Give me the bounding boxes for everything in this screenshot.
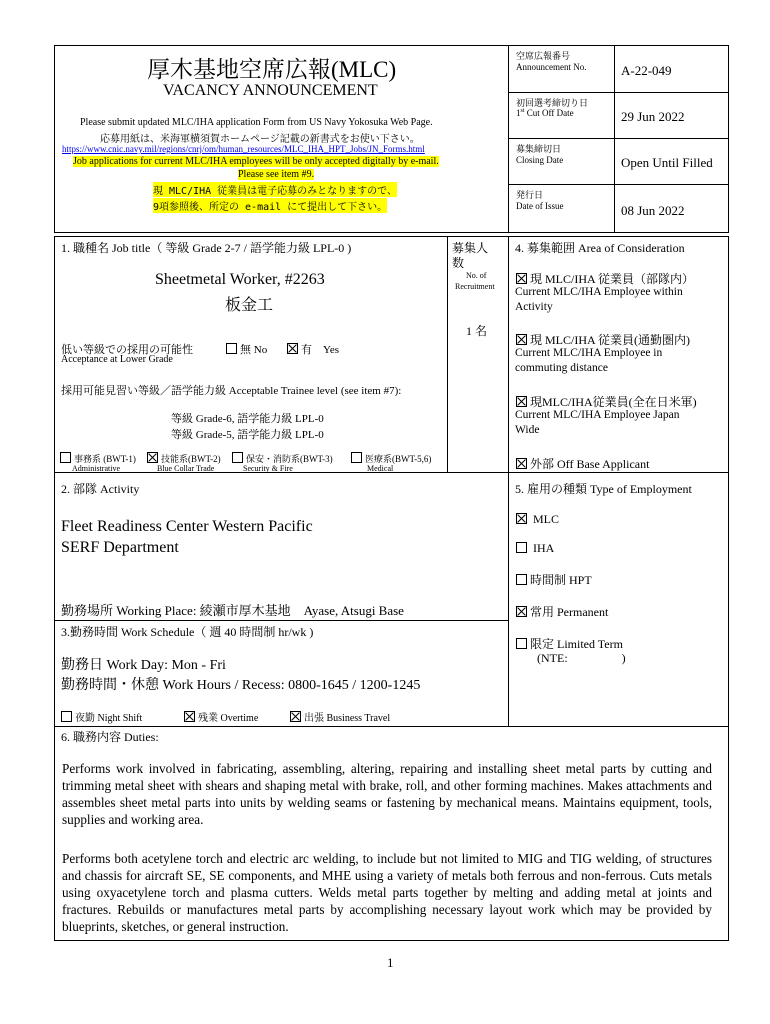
- issue-label-en: Date of Issue: [516, 201, 564, 211]
- iha-checkbox[interactable]: [516, 542, 527, 553]
- closing-value: Open Until Filled: [621, 155, 713, 170]
- area-opt2-en-2: commuting distance: [515, 362, 608, 374]
- notice-en-1: Job applications for current MLC/IHA employees will be only accepted digitally by e-mail.: [73, 156, 439, 167]
- trainee-level-2: 等級 Grade-5, 語学能力級 LPL-0: [171, 429, 324, 441]
- duties-paragraph-1: Performs work involved in fabricating, assembling, altering, repairing and installing sheet metal parts by cutting and trimming metal sheet with shears and shaping metal with brake, roll, and other forming machines. Makes attachments and assembles sheet metal parts into units by welding seams or fastening by mechanical means. Maintains equipment, tools, supplies and working area.: [62, 761, 712, 827]
- employment-iha[interactable]: IHA: [516, 541, 554, 556]
- job-title-en: Sheetmetal Worker, #2263: [155, 271, 325, 288]
- area-opt3-en-2: Wide: [515, 424, 540, 436]
- employment-limited[interactable]: 限定 Limited Term: [516, 635, 623, 652]
- lower-grade-label-en: Acceptance at Lower Grade: [61, 354, 173, 365]
- permanent-checkbox[interactable]: [516, 606, 527, 617]
- working-place: 勤務場所 Working Place: 綾瀬市厚木基地 Ayase, Atsugi Base: [61, 603, 404, 618]
- notice-jp-1: 現 MLC/IHA 従業員は電子応募のみとなりますので、: [153, 182, 397, 197]
- category-medical-en: Medical: [367, 464, 394, 473]
- job-title-jp: 板金工: [225, 297, 274, 314]
- area-opt2[interactable]: 現 MLC/IHA 従業員(通勤圏内): [516, 331, 690, 348]
- recruit-label-en-2: Recruitment: [455, 282, 495, 291]
- category-security-en: Security & Fire: [243, 464, 293, 473]
- travel-checkbox[interactable]: [290, 711, 301, 722]
- category-blue-en: Blue Collar Trade: [157, 464, 215, 473]
- cutoff-label-en: 1st Cut Off Date: [516, 108, 574, 118]
- area-opt4-checkbox[interactable]: [516, 458, 527, 469]
- announcement-label-jp: 空席広報番号: [516, 51, 571, 61]
- area-opt3-en-1: Current MLC/IHA Employee Japan: [515, 409, 680, 421]
- area-opt4[interactable]: 外部 Off Base Applicant: [516, 455, 649, 472]
- announcement-value: A-22-049: [621, 63, 672, 78]
- job-heading: 1. 職種名 Job title（ 等級 Grade 2-7 / 語学能力級 LPL-0 ): [61, 241, 352, 255]
- closing-label-jp: 募集締切日: [516, 144, 562, 154]
- limited-checkbox[interactable]: [516, 638, 527, 649]
- area-opt1-en-2: Activity: [515, 301, 553, 313]
- schedule-heading: 3.勤務時間 Work Schedule（ 週 40 時間制 hr/wk ): [61, 625, 314, 639]
- area-opt2-en-1: Current MLC/IHA Employee in: [515, 347, 663, 359]
- page-number: 1: [387, 955, 394, 970]
- recruit-value: 1 名: [466, 324, 488, 338]
- employment-hpt[interactable]: 時間制 HPT: [516, 571, 592, 588]
- title-en: VACANCY ANNOUNCEMENT: [163, 82, 378, 99]
- area-heading: 4. 募集範囲 Area of Consideration: [515, 241, 685, 255]
- title-jp: 厚木基地空席広報(MLC): [147, 57, 397, 82]
- no-checkbox[interactable]: [226, 343, 237, 354]
- area-opt3-checkbox[interactable]: [516, 396, 527, 407]
- area-opt1-checkbox[interactable]: [516, 273, 527, 284]
- category-medical[interactable]: 医療系(BWT-5,6): [351, 452, 431, 465]
- recruit-label-jp-1: 募集人: [452, 241, 489, 255]
- admin-checkbox[interactable]: [60, 452, 71, 463]
- forms-link[interactable]: https://www.cnic.navy.mil/regions/cnrj/om/human_resources/MLC_IHA_HPT_Jobs/JN_Forms.html: [62, 144, 425, 154]
- trainee-level-1: 等級 Grade-6, 語学能力級 LPL-0: [171, 413, 324, 425]
- overtime-checkbox[interactable]: [184, 711, 195, 722]
- category-security[interactable]: 保安・消防系(BWT-3): [232, 452, 333, 465]
- employment-permanent[interactable]: 常用 Permanent: [516, 603, 608, 620]
- recruit-label-jp-2: 数: [452, 256, 465, 270]
- closing-label-en: Closing Date: [516, 155, 564, 165]
- category-admin-en: Administrative: [72, 464, 120, 473]
- lower-grade-yes[interactable]: 有 Yes: [287, 341, 339, 357]
- issue-label-jp: 発行日: [516, 190, 544, 200]
- blue-collar-checkbox[interactable]: [147, 452, 158, 463]
- activity-line1: Fleet Readiness Center Western Pacific: [61, 518, 313, 535]
- trainee-label: 採用可能見習い等級／語学能力級 Acceptable Trainee level (see item #7):: [61, 385, 402, 397]
- category-blue[interactable]: 技能系(BWT-2): [147, 452, 221, 465]
- employment-heading: 5. 雇用の種類 Type of Employment: [515, 482, 692, 496]
- lower-grade-no[interactable]: 無 No: [226, 341, 267, 357]
- lower-grade-label-jp: 低い等級での採用の可能性: [61, 344, 193, 356]
- issue-value: 08 Jun 2022: [621, 203, 685, 218]
- employment-mlc[interactable]: MLC: [516, 512, 559, 527]
- area-opt2-checkbox[interactable]: [516, 334, 527, 345]
- area-opt1-en-1: Current MLC/IHA Employee within: [515, 286, 683, 298]
- recruit-label-en-1: No. of: [466, 271, 487, 280]
- activity-heading: 2. 部隊 Activity: [61, 482, 140, 496]
- work-day: 勤務日 Work Day: Mon - Fri: [61, 658, 226, 673]
- yes-checkbox[interactable]: [287, 343, 298, 354]
- overtime[interactable]: 残業 Overtime: [184, 709, 258, 724]
- night-shift-checkbox[interactable]: [61, 711, 72, 722]
- submit-note-en: Please submit updated MLC/IHA application Form from US Navy Yokosuka Web Page.: [80, 117, 433, 128]
- category-admin[interactable]: 事務系 (BWT-1): [60, 452, 136, 465]
- security-checkbox[interactable]: [232, 452, 243, 463]
- mlc-checkbox[interactable]: [516, 513, 527, 524]
- area-opt1[interactable]: 現 MLC/IHA 従業員（部隊内）: [516, 270, 694, 287]
- medical-checkbox[interactable]: [351, 452, 362, 463]
- submit-note-jp: 応募用紙は、米海軍横須賀ホームページ記載の新書式をお使い下さい。: [100, 134, 420, 145]
- business-travel[interactable]: 出張 Business Travel: [290, 709, 390, 724]
- area-opt3[interactable]: 現MLC/IHA従業員(全在日米軍): [516, 393, 697, 410]
- announcement-label-en: Announcement No.: [516, 62, 587, 72]
- cutoff-label-jp: 初回選考締切り日: [516, 98, 589, 108]
- hpt-checkbox[interactable]: [516, 574, 527, 585]
- activity-line2: SERF Department: [61, 539, 179, 556]
- notice-en-2: Please see item #9.: [238, 169, 315, 180]
- work-hours: 勤務時間・休憩 Work Hours / Recess: 0800-1645 / 1200-1245: [61, 678, 421, 693]
- cutoff-value: 29 Jun 2022: [621, 109, 685, 124]
- night-shift[interactable]: 夜勤 Night Shift: [61, 709, 142, 724]
- duties-heading: 6. 職務内容 Duties:: [61, 730, 159, 744]
- notice-jp-2: 9項参照後、所定の e-mail にて提出して下さい。: [153, 198, 387, 213]
- duties-paragraph-2: Performs both acetylene torch and electric arc welding, to include but not limited to MIG and TIG welding, of structures and chassis for aircraft SE, SE components, and MHE using a variety of metals both ferrous and non-ferrous. Cuts metals using oxyacetylene torch and plasma cutters. Welds metal parts together by melting and adding metal at joints and fractures. Rebuilds or manufactures metal parts by accomplishing necessary layout work which may be provided by blueprints, sketches, or general instruction.: [62, 851, 712, 934]
- employment-nte: (NTE: ): [537, 651, 626, 665]
